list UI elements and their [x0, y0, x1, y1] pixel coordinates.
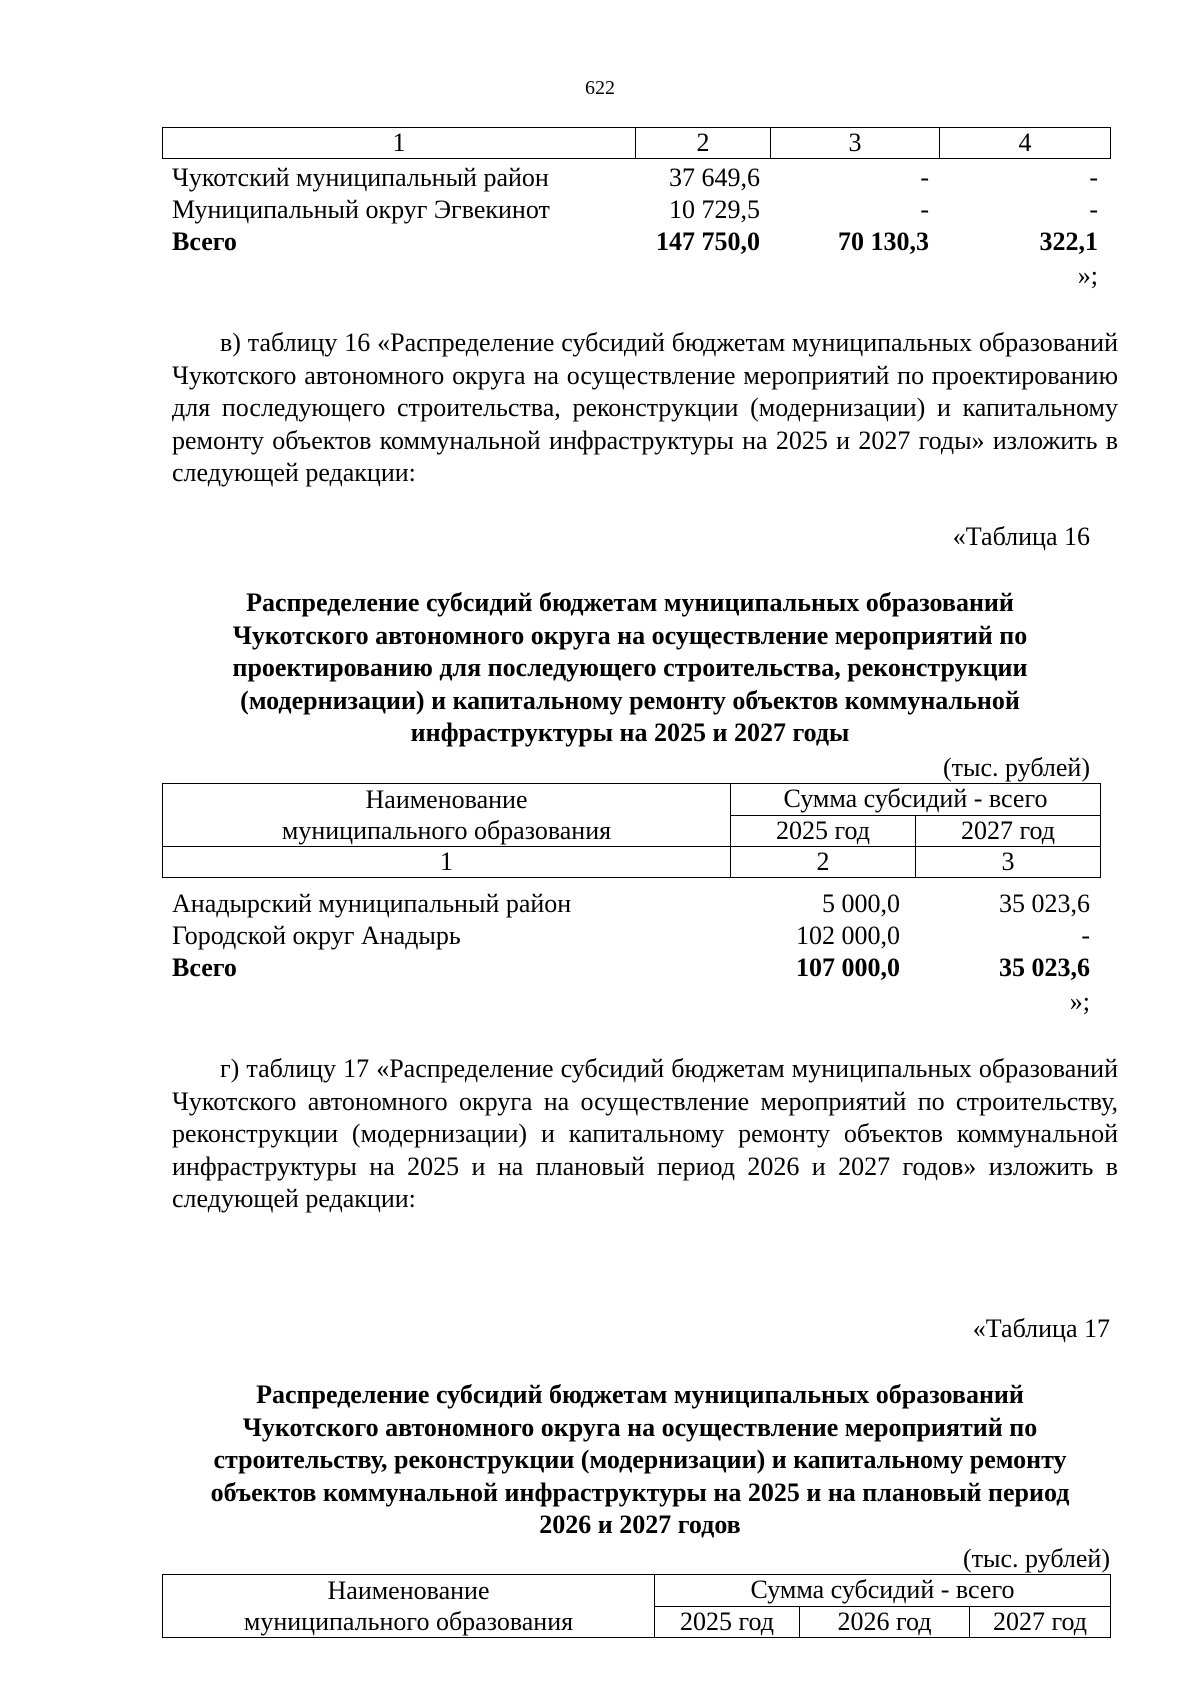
column-number: 3 — [771, 128, 940, 159]
column-header-year: 2026 год — [800, 1606, 970, 1638]
total-value: 322,1 — [1039, 227, 1098, 256]
paragraph-v: в) таблицу 16 «Распределение субсидий бюджетам муниципальных образований Чукотского автономного округа на осуществление мероприятий по проектированию для последующего строительства, реконструкции (модернизации) и капитальному ремонту объектов коммунальной инфраструктуры на 2025 и 2027 годы» изложить в следующей редакции: — [172, 328, 1118, 487]
closing-quote: »; — [1077, 261, 1098, 290]
value-cell: - — [1081, 921, 1090, 950]
table17-unit: (тыс. рублей) — [962, 1544, 1110, 1573]
header-name-line2: муниципального образования — [243, 1607, 574, 1636]
table-row — [172, 920, 1090, 952]
header-name-line1: Наименование — [327, 1576, 490, 1605]
column-header-year: 2027 год — [916, 815, 1101, 847]
municipality-name: Анадырский муниципальный район — [172, 889, 572, 918]
value-cell: 10 729,5 — [669, 195, 760, 224]
value-cell: 5 000,0 — [822, 889, 900, 918]
table16-unit: (тыс. рублей) — [942, 753, 1090, 782]
column-number: 1 — [163, 128, 636, 159]
column-number: 4 — [940, 128, 1111, 159]
table15-body — [172, 162, 1098, 258]
paragraph-g: г) таблицу 17 «Распределение субсидий бюджетам муниципальных образований Чукотского автономного округа на осуществление мероприятий по строительству, реконструкции (модернизации) и капитальному ремонту объектов коммунальной инфраструктуры на 2025 и на плановый период 2026 и 2027 годов» изложить в следующей редакции: — [172, 1054, 1118, 1213]
table16-title: Распределение субсидий бюджетам муниципальных образований Чукотского автономного округа на осуществление мероприятий по проектированию для последующего строительства, реконструкции (модернизации) и капитальному ремонту объектов коммунальной инфраструктуры на 2025 и 2027 годы — [232, 588, 1028, 747]
table-total-row — [172, 226, 1098, 258]
table17-header — [162, 1574, 1111, 1638]
table-row — [172, 888, 1090, 920]
value-cell: - — [920, 163, 929, 192]
municipality-name: Муниципальный округ Эгвекинот — [172, 195, 550, 224]
column-number: 3 — [916, 847, 1101, 878]
closing-quote: »; — [1069, 987, 1090, 1016]
total-label: Всего — [172, 953, 237, 982]
column-number: 2 — [636, 128, 771, 159]
value-cell: 102 000,0 — [796, 921, 900, 950]
total-value: 147 750,0 — [656, 227, 760, 256]
total-value: 70 130,3 — [838, 227, 929, 256]
value-cell: 35 023,6 — [999, 889, 1090, 918]
municipality-name: Городской округ Анадырь — [172, 921, 461, 950]
total-value: 35 023,6 — [999, 953, 1090, 982]
table16-label: «Таблица 16 — [952, 522, 1090, 551]
value-cell: - — [1089, 195, 1098, 224]
column-header-name — [163, 784, 731, 847]
value-cell: - — [1089, 163, 1098, 192]
table16-header — [162, 783, 1101, 878]
table17-title: Распределение субсидий бюджетам муниципальных образований Чукотского автономного округа на осуществление мероприятий по строительству, реконструкции (модернизации) и капитальному ремонту объектов коммунальной инфраструктуры на 2025 и на плановый период 2026 и 2027 годов — [210, 1380, 1070, 1539]
column-header-sum: Сумма субсидий - всего — [731, 784, 1101, 816]
column-number: 1 — [163, 847, 731, 878]
column-header-year: 2027 год — [970, 1606, 1111, 1638]
column-number: 2 — [731, 847, 916, 878]
value-cell: 37 649,6 — [669, 163, 760, 192]
municipality-name: Чукотский муниципальный район — [172, 163, 549, 192]
header-name-line1: Наименование — [365, 785, 528, 814]
column-header-name — [163, 1575, 655, 1638]
total-label: Всего — [172, 227, 237, 256]
table15-header — [162, 127, 1111, 159]
value-cell: - — [920, 195, 929, 224]
header-name-line2: муниципального образования — [281, 816, 612, 845]
table-row — [172, 194, 1098, 226]
column-header-sum: Сумма субсидий - всего — [655, 1575, 1111, 1607]
table-total-row — [172, 952, 1090, 984]
column-header-year: 2025 год — [731, 815, 916, 847]
table-row — [172, 162, 1098, 194]
table17-label: «Таблица 17 — [972, 1314, 1110, 1343]
table16-body — [172, 888, 1090, 984]
page-number: 622 — [585, 77, 615, 99]
total-value: 107 000,0 — [796, 953, 900, 982]
column-header-year: 2025 год — [655, 1606, 800, 1638]
